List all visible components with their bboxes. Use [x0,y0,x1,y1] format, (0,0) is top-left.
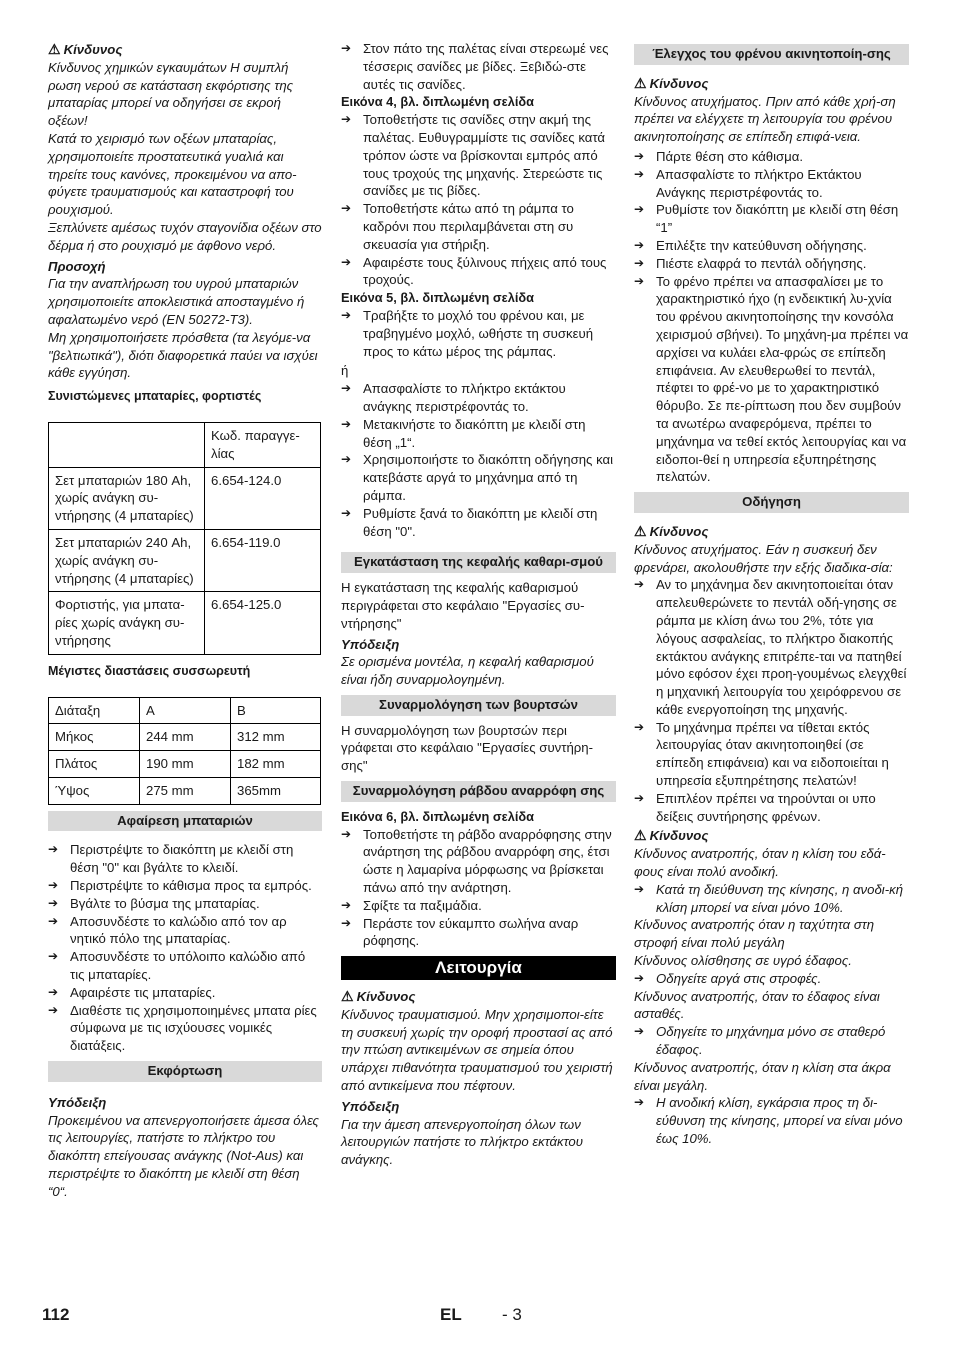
note-heading: Υπόδειξη [341,636,400,652]
dimensions-table [48,697,321,805]
section-heading-remove-batteries: Αφαίρεση μπαταριών [48,811,322,832]
warning-text: Κίνδυνος ολίσθησης σε υγρό έδαφος. [634,953,852,969]
list-item: ➔ Η ανοδική κλίση, εγκάρσια προς τη δι-εύθυνση της κίνησης, μπορεί να είναι μόνο έως 10%. [634,1094,909,1147]
list-item: ➔ Αφαιρέστε τις μπαταρίες. [48,984,322,1002]
remove-steps-list [48,841,322,1055]
chapter-heading-operation: Λειτουργία [341,956,616,980]
list-item: ➔ Πιέστε ελαφρά το πεντάλ οδήγησης. [634,255,909,273]
list-item: ➔ Διαθέστε τις χρησιμοποιημένες μπατα ρίες σύμφωνα με τις ισχύουσες νομικές διατάξεις. [48,1002,322,1055]
table-row: Μήκος 244 mm 312 mm [49,724,321,751]
warning-text: Κίνδυνος ατυχήματος. Πριν από κάθε χρή-ση πρέπει να ελέγχετε τη λειτουργία του φρένου ακινητοποίησης σε επίπεδη επιφά-νεια. [634,93,896,145]
section-heading-driving: Οδήγηση [634,492,909,513]
list-item: ➔ Αν το μηχάνημα δεν ακινητοποιείται όταν απελευθερώνετε το πεντάλ οδή-γησης σε ράμπα με κλίση άνω του 2%, τότε για λόγους ασφαλείας, το πλήκτρο διακοπής εκτάκτου ανάγκης επιτρέπε-ται να πατηθεί μόνο εφόσον έχει προη-γουμένως ελεγχθεί η μηχανική λειτουργία του χειρόφρενου σε κάθε ενεργοποίηση της μηχανής. [634,576,909,718]
warning-text: Κίνδυνος ατυχήματος. Εάν η συσκευή δεν φρενάρει, ακολουθήστε την εξής διαδικα-σία: [634,541,893,575]
ground-steps-list [634,1023,909,1059]
list-item: ➔ Τοποθετήστε τη ράβδο αναρρόφησης στην ανάρτηση της ράβδου αναρρόφη σης, έτσι ώστε η λαμαρίνα μόρφωσης να βρίσκεται πάνω από την ανάρτηση. [341,826,616,897]
list-item: ➔ Οδηγείτε το μηχάνημα μόνο σε σταθερό έδαφος. [634,1023,909,1059]
table-row: Κωδ. παραγγε-λίας [49,422,321,467]
list-item: ➔ Περάστε τον εύκαμπτο σωλήνα αναρ ρόφησης. [341,915,616,951]
edge-steps-list [634,1094,909,1147]
section-heading-unload: Εκφόρτωση [48,1061,322,1082]
table-row: Ύψος 275 mm 365mm [49,777,321,804]
list-item: ➔ Ρυθμίστε τον διακόπτη με κλειδί στη θέση “1” [634,201,909,237]
list-item: ➔ Αφαιρέστε τους ξύλινους πήχεις από τους τροχούς. [341,254,616,290]
figure-reference: Εικόνα 4, βλ. διπλωμένη σελίδα [341,94,535,110]
paragraph: Η εγκατάσταση της κεφαλής καθαρισμού περιγράφεται στο κεφάλαιο "Εργασίες συ-ντήρησης" [341,580,585,631]
note-text: Σε ορισμένα μοντέλα, η κεφαλή καθαρισμού είναι ήδη συναρμολογημένη. [341,654,594,688]
warning-heading: ⚠ Κίνδυνος [341,988,416,1005]
warning-text: Κίνδυνος ανατροπής, όταν η κλίση στα άκρα είναι μεγάλη. [634,1059,891,1093]
or-steps-list [341,380,616,540]
pallet-steps-list [341,40,616,93]
list-item: ➔ Στον πάτο της παλέτας είναι στερεωμέ νες τέσσερις σανίδες με βίδες. Ξεβιδώ-στε αυτές τις σανίδες. [341,40,616,93]
warning-triangle-icon: ⚠ [341,988,354,1005]
table-row: Διάταξη A B [49,697,321,724]
warning-heading: ⚠ Κίνδυνος [634,522,709,539]
fig5-steps-list [341,307,616,360]
list-item: ➔ Ρυθμίστε ξανά το διακόπτη με κλειδί στη θέση "0". [341,505,616,541]
list-item: ➔ Αποσυνδέστε το υπόλοιπο καλώδιο από τις μπαταρίες. [48,948,322,984]
caution-text: Για την αναπλήρωση του υγρού μπαταριών χρησιμοποιείτε αποκλειστικά αποσταγμένο ή αφαλατωμένο νερό (EN 50272-T3). [48,276,305,327]
caution-text: Μη χρησιμοποιήσετε πρόσθετα (τα λεγόμε-να "βελτιωτικά"), διότι διαφορετικά παύει να ισχύει κάθε εγγύηση. [48,329,318,381]
table-row: Σετ μπαταριών 180 Ah, χωρίς ανάγκη συ-ντήρησης (4 μπαταρίες) 6.654-124.0 [49,467,321,529]
paragraph: Η συναρμολόγηση των βουρτσών περι γράφεται στο κεφάλαιο "Εργασίες συντήρη-σης" [341,722,594,774]
table-title: Συνιστώμενες μπαταρίες, φορτιστές [48,389,262,404]
list-item: ➔ Επιλέξτε την κατεύθυνση οδήγησης. [634,237,909,255]
list-item: ➔ Κατά τη διεύθυνση της κίνησης, η ανοδι-κή κλίση μπορεί να είναι μόνο 10%. [634,881,909,917]
slope-steps-list [634,881,909,917]
figure-reference: Εικόνα 5, βλ. διπλωμένη σελίδα [341,290,535,306]
warning-text: Κίνδυνος τραυματισμού. Μην χρησιμοποι-είτε τη συσκευή χωρίς την οροφή προστασί ας από την πτώση αντικειμένων σε σημεία όπου υπάρχει πιθανότητα τραυματισμού του χειριστή από αντικείμενα που πέφτουν. [341,1006,613,1094]
column-1 [48,40,322,1201]
caution-heading: Προσοχή [48,258,106,274]
list-item: ➔ Μετακινήστε το διακόπτη με κλειδί στη θέση „1“. [341,416,616,452]
list-item: ➔ Τοποθετήστε κάτω από τη ράμπα το καδρόνι που περιλαμβάνεται στη συ σκευασία για στήριξη. [341,200,616,253]
list-item: ➔ Πάρτε θέση στο κάθισμα. [634,148,909,166]
note-heading: Υπόδειξη [341,1098,400,1114]
list-item: ➔ Απασφαλίστε το πλήκτρο εκτάκτου ανάγκης περιστρέφοντάς το. [341,380,616,416]
fig6-steps-list [341,826,616,951]
curve-steps-list [634,970,909,988]
table-row: Πλάτος 190 mm 182 mm [49,751,321,778]
list-item: ➔ Το φρένο πρέπει να απασφαλίσει με το χαρακτηριστικό ήχο (η ενδεικτική λυ-χνία του φρένου ακινητοποίησης την κονσόλα χειρισμού σβήνει). Το μηχάνη-μα πρέπει να αρχίσει να κυλάει ελα-φρώς σε επίπεδη επιφάνεια. Αν ελευθερωθεί το πεντάλ, πέφτει το φρέ-νο με το χαρακτηριστικό θόρυβο. Σε πε-ρίπτωση που δεν συμβούν τα ανωτέρω αναφερόμενα, πρέπει το μηχάνημα να τεθεί εκτός λειτουργίας και να ειδοποι-θεί η υπηρεσία εξυπηρέτησης πελατών. [634,273,909,487]
warning-triangle-icon: ⚠ [48,41,61,57]
warning-triangle-icon: ⚠ [634,74,647,91]
section-page-number: - 3 [502,1305,522,1324]
warning-triangle-icon: ⚠ [634,827,647,844]
warning-heading: ⚠ Κίνδυνος [634,74,709,91]
warning-text: Κίνδυνος ανατροπής, όταν η κλίση του εδά-φους είναι πολύ ανοδική. [634,846,886,880]
column-3 [634,40,909,1148]
section-heading-brushes: Συναρμολόγηση των βουρτσών [341,695,616,716]
table-title: Μέγιστες διαστάσεις συσσωρευτή [48,663,251,678]
brake-steps-list [634,148,909,486]
list-item: ➔ Περιστρέψτε το διακόπτη με κλειδί στη θέση "0" και βγάλτε το κλειδί. [48,841,322,877]
warning-text: Κίνδυνος χημικών εγκαυμάτων Η συμπλή ρωση νερού σε κατάσταση εκφόρτισης της μπαταρίας μπορεί να οδηγήσει σε εκροή οξέων! [48,59,294,129]
batteries-table [48,422,321,655]
page-number: 112 [42,1305,70,1324]
table-row: Φορτιστής, για μπατα-ρίες χωρίς ανάγκη συ-ντήρησης 6.654-125.0 [49,592,321,654]
warning-text: Ξεπλύνετε αμέσως τυχόν σταγονίδια οξέων στο δέρμα ή στο ρουχισμό με άφθονο νερό. [48,219,322,253]
list-item: ➔ Χρησιμοποιήστε το διακόπτη οδήγησης και κατεβάστε αργά το μηχάνημα από τη ράμπα. [341,451,616,504]
list-item: ➔ Επιπλέον πρέπει να τηρούνται οι υπο δείξεις συντήρησης φρένων. [634,790,909,826]
list-item: ➔ Οδηγείτε αργά στις στροφές. [634,970,909,988]
list-item: ➔ Απασφαλίστε το πλήκτρο Εκτάκτου Ανάγκης περιστρέφοντάς το. [634,166,909,202]
section-heading-parking-brake: Έλεγχος του φρένου ακινητοποίη-σης [634,44,909,65]
list-item: ➔ Αποσυνδέστε το καλώδιο από τον αρ νητικό πόλο της μπαταρίας. [48,913,322,949]
or-text: ή [341,363,349,379]
warning-text: Κίνδυνος ανατροπής όταν η ταχύτητα στη στροφή είναι πολύ μεγάλη [634,917,875,951]
warning-heading: ⚠ Κίνδυνος [634,827,709,844]
warning-heading: ⚠ Κίνδυνος [48,41,123,57]
list-item: ➔ Τοποθετήστε τις σανίδες στην ακμή της παλέτας. Ευθυγραμμίστε τις σανίδες κατά τρόπον ώστε να βρίσκονται εμπρός από τους τροχούς της μηχανής. Στερεώστε τις σανίδες με τις βίδες. [341,111,616,200]
note-heading: Υπόδειξη [48,1094,107,1110]
list-item: ➔ Το μηχάνημα πρέπει να τίθεται εκτός λειτουργίας όταν ακινητοποιηθεί (σε επίπεδη επιφάνεια) και να ειδοποιείται η υπηρεσία εξυπηρέτησης πελατών! [634,719,909,790]
section-heading-cleaning-head: Εγκατάσταση της κεφαλής καθαρι-σμού [341,552,616,573]
note-text: Για την άμεση απενεργοποίηση όλων των λειτουργιών πατήστε το πλήκτρο εκτάκτου ανάγκης. [341,1116,583,1168]
fig4-steps-list [341,111,616,289]
column-2 [341,40,616,1169]
figure-reference: Εικόνα 6, βλ. διπλωμένη σελίδα [341,808,535,824]
warning-text: Κίνδυνος ανατροπής, όταν το έδαφος είναι ασταθές. [634,988,880,1022]
language-code: EL [440,1305,462,1324]
list-item: ➔ Βγάλτε το βύσμα της μπαταρίας. [48,895,322,913]
list-item: ➔ Σφίξτε τα παξιμάδια. [341,897,616,915]
list-item: ➔ Περιστρέψτε το κάθισμα προς τα εμπρός. [48,877,322,895]
section-heading-suction-bar: Συναρμολόγηση ράβδου αναρρόφη σης [341,781,616,802]
list-item: ➔ Τραβήξτε το μοχλό του φρένου και, με τραβηγμένο μοχλό, ωθήστε τη συσκευή προς το κάτω μέρος της ράμπας. [341,307,616,360]
note-text: Προκειμένου να απενεργοποιήσετε άμεσα όλες τις λειτουργίες, πατήστε το πλήκτρο του διακόπτη επείγουσας ανάγκης (Not-Aus) και περιστρέψτε το διακόπτη με κλειδί στη θέση “0“. [48,1112,319,1199]
warning-text: Κατά το χειρισμό των οξέων μπαταρίας, χρησιμοποιείτε προστατευτικά γυαλιά και τηρείτε τους κανόνες, προκειμένου να απο-φύγετε τραυματισμούς και καταστροφή του ρουχισμού. [48,130,297,218]
drive-steps-list [634,576,909,825]
warning-triangle-icon: ⚠ [634,522,647,539]
table-row: Σετ μπαταριών 240 Ah, χωρίς ανάγκη συ-ντήρησης (4 μπαταρίες) 6.654-119.0 [49,529,321,591]
